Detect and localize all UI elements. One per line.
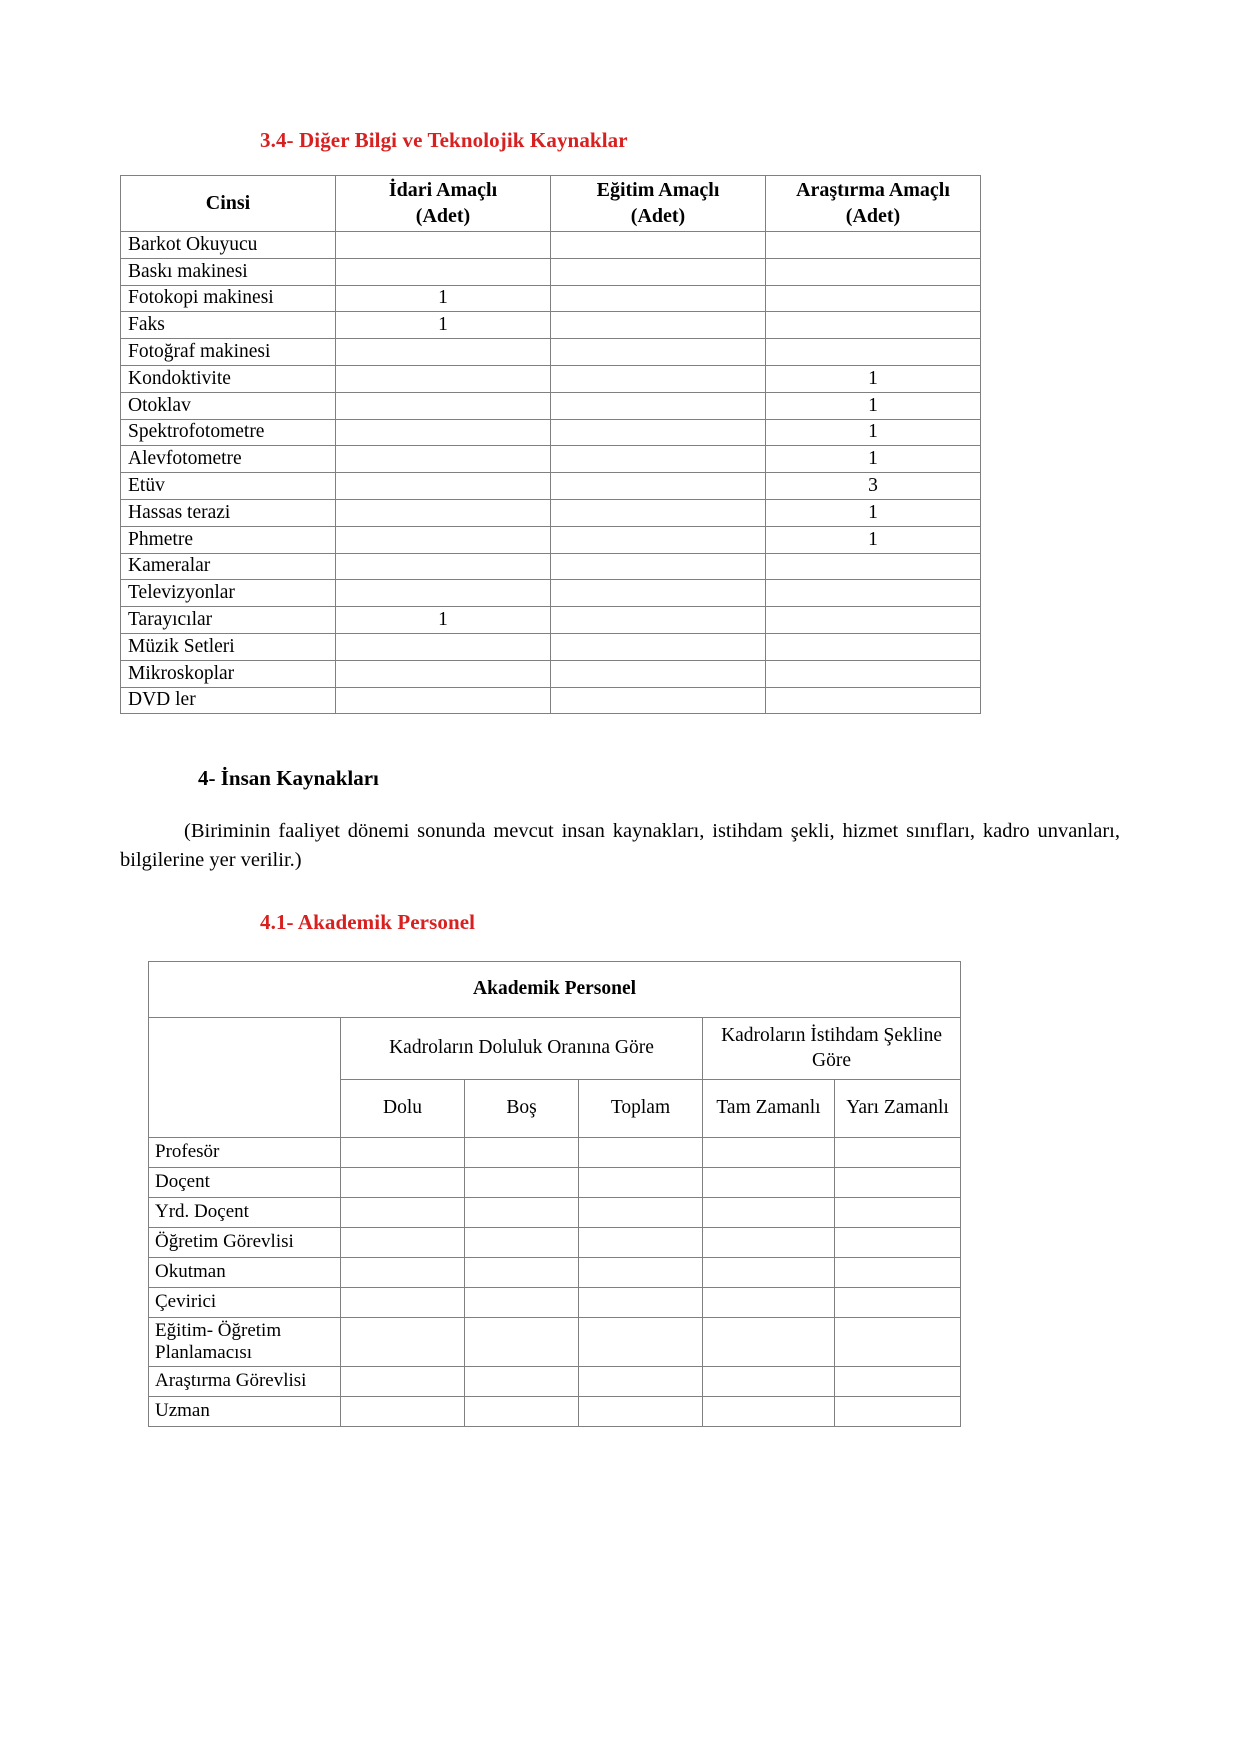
table-row [121, 392, 981, 419]
cell-egitim[interactable] [551, 285, 766, 312]
cell-bos[interactable] [465, 1287, 579, 1317]
cell-egitim[interactable] [551, 312, 766, 339]
table-row [149, 1137, 961, 1167]
cell-egitim[interactable] [551, 580, 766, 607]
table-row [121, 232, 981, 259]
cell-tam-zamanli[interactable] [703, 1227, 835, 1257]
cell-idari[interactable] [336, 232, 551, 259]
cell-arastirma[interactable] [766, 232, 981, 259]
cell-cinsi: Etüv [121, 473, 336, 500]
section-heading-4-1: 4.1- Akademik Personel [260, 909, 476, 934]
cell-idari[interactable] [336, 446, 551, 473]
table-row [149, 1287, 961, 1317]
cell-cinsi: Kondoktivite [121, 365, 336, 392]
cell-arastirma[interactable] [766, 607, 981, 634]
cell-cinsi: Mikroskoplar [121, 660, 336, 687]
column-header-toplam: Toplam [579, 1079, 703, 1137]
table-row [121, 419, 981, 446]
cell-toplam[interactable] [579, 1137, 703, 1167]
cell-idari[interactable] [336, 419, 551, 446]
cell-arastirma[interactable]: 1 [766, 365, 981, 392]
column-header-yari-zamanli: Yarı Zamanlı [835, 1079, 961, 1137]
cell-toplam[interactable] [579, 1257, 703, 1287]
cell-cinsi: Fotokopi makinesi [121, 285, 336, 312]
cell-idari[interactable] [336, 526, 551, 553]
table-row [121, 339, 981, 366]
cell-yari-zamanli[interactable] [835, 1366, 961, 1396]
cell-idari[interactable] [336, 499, 551, 526]
cell-bos[interactable] [465, 1317, 579, 1366]
cell-yari-zamanli[interactable] [835, 1227, 961, 1257]
cell-yari-zamanli[interactable] [835, 1137, 961, 1167]
group-header-row [149, 1017, 961, 1079]
cell-tam-zamanli[interactable] [703, 1366, 835, 1396]
akademik-personel-table-body [149, 1137, 961, 1426]
cell-arastirma[interactable] [766, 339, 981, 366]
column-header-egitim-line1: Eğitim Amaçlı [596, 178, 720, 201]
table-row [121, 607, 981, 634]
cell-arastirma[interactable] [766, 580, 981, 607]
column-header-tam-zamanli: Tam Zamanlı [703, 1079, 835, 1137]
cell-idari[interactable] [336, 258, 551, 285]
akademik-personel-table-wrapper [148, 961, 1120, 1427]
cell-idari[interactable] [336, 392, 551, 419]
cell-toplam[interactable] [579, 1197, 703, 1227]
cell-arastirma[interactable]: 1 [766, 419, 981, 446]
cell-arastirma[interactable]: 1 [766, 392, 981, 419]
cell-idari[interactable] [336, 633, 551, 660]
cell-unvan: Çevirici [149, 1287, 341, 1317]
column-header-idari-line1: İdari Amaçlı [388, 178, 498, 201]
cell-cinsi: Fotoğraf makinesi [121, 339, 336, 366]
table-row [149, 1197, 961, 1227]
cell-yari-zamanli[interactable] [835, 1287, 961, 1317]
cell-cinsi: Baskı makinesi [121, 258, 336, 285]
cell-egitim[interactable] [551, 392, 766, 419]
cell-arastirma[interactable] [766, 285, 981, 312]
cell-egitim[interactable] [551, 607, 766, 634]
cell-idari[interactable]: 1 [336, 312, 551, 339]
table-row [121, 446, 981, 473]
cell-arastirma[interactable] [766, 633, 981, 660]
cell-toplam[interactable] [579, 1287, 703, 1317]
cell-tam-zamanli[interactable] [703, 1197, 835, 1227]
cell-idari[interactable] [336, 339, 551, 366]
cell-unvan: Profesör [149, 1137, 341, 1167]
cell-unvan: Araştırma Görevlisi [149, 1366, 341, 1396]
cell-egitim[interactable] [551, 660, 766, 687]
cell-egitim[interactable] [551, 633, 766, 660]
table-row [121, 473, 981, 500]
cell-idari[interactable] [336, 553, 551, 580]
table-row [149, 1366, 961, 1396]
table-title-row [149, 961, 961, 1017]
table-row [149, 1227, 961, 1257]
column-header-cinsi-line1: Cinsi [205, 191, 251, 214]
cell-idari[interactable] [336, 473, 551, 500]
cell-bos[interactable] [465, 1257, 579, 1287]
cell-arastirma[interactable]: 1 [766, 499, 981, 526]
column-header-arastirma-line1: Araştırma Amaçlı [796, 178, 950, 201]
table-row [149, 1317, 961, 1366]
cell-unvan: Yrd. Doçent [149, 1197, 341, 1227]
column-header-bos: Boş [465, 1079, 579, 1137]
corner-cell [149, 1017, 341, 1137]
cell-cinsi: Televizyonlar [121, 580, 336, 607]
table-row [121, 633, 981, 660]
table-row [121, 258, 981, 285]
cell-tam-zamanli[interactable] [703, 1396, 835, 1426]
cell-egitim[interactable] [551, 499, 766, 526]
cell-arastirma[interactable] [766, 687, 981, 714]
cell-idari[interactable] [336, 687, 551, 714]
insan-kaynaklari-paragraph: (Biriminin faaliyet dönemi sonunda mevcut insan kaynakları, istihdam şekli, hizmet sınıfları, kadro unvanları, bilgilerine yer verilir.) [120, 820, 1120, 872]
cell-unvan: Eğitim- Öğretim Planlamacısı [149, 1317, 341, 1366]
cell-bos[interactable] [465, 1137, 579, 1167]
cell-arastirma[interactable]: 1 [766, 446, 981, 473]
cell-arastirma[interactable]: 1 [766, 526, 981, 553]
column-header-dolu: Dolu [341, 1079, 465, 1137]
cell-yari-zamanli[interactable] [835, 1257, 961, 1287]
column-header-arastirma-line2: (Adet) [845, 204, 901, 227]
cell-yari-zamanli[interactable] [835, 1396, 961, 1426]
table-row [121, 660, 981, 687]
cell-tam-zamanli[interactable] [703, 1257, 835, 1287]
cell-cinsi: DVD ler [121, 687, 336, 714]
cell-cinsi: Tarayıcılar [121, 607, 336, 634]
cell-dolu[interactable] [341, 1317, 465, 1366]
cell-bos[interactable] [465, 1167, 579, 1197]
group-header-doluluk: Kadroların Doluluk Oranına Göre [341, 1017, 703, 1079]
cell-arastirma[interactable] [766, 258, 981, 285]
table-row [149, 1396, 961, 1426]
cell-cinsi: Alevfotometre [121, 446, 336, 473]
cell-idari[interactable] [336, 580, 551, 607]
cell-tam-zamanli[interactable] [703, 1167, 835, 1197]
cell-bos[interactable] [465, 1366, 579, 1396]
table-row [121, 687, 981, 714]
column-header-idari [336, 176, 551, 232]
cell-toplam[interactable] [579, 1396, 703, 1426]
cell-yari-zamanli[interactable] [835, 1167, 961, 1197]
cell-egitim[interactable] [551, 473, 766, 500]
cell-bos[interactable] [465, 1227, 579, 1257]
cell-idari[interactable] [336, 660, 551, 687]
column-header-egitim-line2: (Adet) [630, 204, 686, 227]
table-title: Akademik Personel [149, 961, 961, 1017]
cell-cinsi: Otoklav [121, 392, 336, 419]
column-header-cinsi [121, 176, 336, 232]
cell-unvan: Uzman [149, 1396, 341, 1426]
cell-cinsi: Hassas terazi [121, 499, 336, 526]
column-header-idari-line2: (Adet) [415, 204, 471, 227]
cell-unvan: Doçent [149, 1167, 341, 1197]
table-body [121, 232, 981, 714]
cell-egitim[interactable] [551, 526, 766, 553]
cell-toplam[interactable] [579, 1227, 703, 1257]
cell-dolu[interactable] [341, 1366, 465, 1396]
cell-cinsi: Faks [121, 312, 336, 339]
cell-bos[interactable] [465, 1197, 579, 1227]
cell-egitim[interactable] [551, 232, 766, 259]
table-row [121, 312, 981, 339]
cell-cinsi: Phmetre [121, 526, 336, 553]
cell-dolu[interactable] [341, 1396, 465, 1426]
table-row [149, 1167, 961, 1197]
table-row [121, 580, 981, 607]
cell-dolu[interactable] [341, 1287, 465, 1317]
cell-idari[interactable] [336, 365, 551, 392]
cell-toplam[interactable] [579, 1317, 703, 1366]
cell-dolu[interactable] [341, 1257, 465, 1287]
cell-cinsi: Kameralar [121, 553, 336, 580]
cell-tam-zamanli[interactable] [703, 1317, 835, 1366]
cell-arastirma[interactable] [766, 312, 981, 339]
cell-tam-zamanli[interactable] [703, 1287, 835, 1317]
table-row [121, 285, 981, 312]
cell-dolu[interactable] [341, 1197, 465, 1227]
cell-idari[interactable]: 1 [336, 607, 551, 634]
column-header-arastirma [766, 176, 981, 232]
cell-egitim[interactable] [551, 687, 766, 714]
group-header-istihdam: Kadroların İstihdam Şekline Göre [703, 1017, 961, 1079]
cell-bos[interactable] [465, 1396, 579, 1426]
teknolojik-kaynaklar-table [120, 175, 981, 714]
cell-unvan: Öğretim Görevlisi [149, 1227, 341, 1257]
table-row [121, 553, 981, 580]
cell-yari-zamanli[interactable] [835, 1317, 961, 1366]
cell-dolu[interactable] [341, 1227, 465, 1257]
table-header [121, 176, 981, 232]
cell-tam-zamanli[interactable] [703, 1137, 835, 1167]
table-row [121, 365, 981, 392]
cell-idari[interactable]: 1 [336, 285, 551, 312]
cell-dolu[interactable] [341, 1167, 465, 1197]
table-row [121, 526, 981, 553]
cell-unvan: Okutman [149, 1257, 341, 1287]
cell-egitim[interactable] [551, 258, 766, 285]
cell-toplam[interactable] [579, 1167, 703, 1197]
cell-arastirma[interactable]: 3 [766, 473, 981, 500]
cell-egitim[interactable] [551, 365, 766, 392]
cell-egitim[interactable] [551, 419, 766, 446]
cell-toplam[interactable] [579, 1366, 703, 1396]
column-header-egitim [551, 176, 766, 232]
cell-cinsi: Barkot Okuyucu [121, 232, 336, 259]
cell-egitim[interactable] [551, 339, 766, 366]
table-row [121, 499, 981, 526]
cell-dolu[interactable] [341, 1137, 465, 1167]
cell-egitim[interactable] [551, 553, 766, 580]
table-header-row [121, 176, 981, 232]
akademik-personel-table [148, 961, 961, 1427]
cell-yari-zamanli[interactable] [835, 1197, 961, 1227]
cell-egitim[interactable] [551, 446, 766, 473]
table-row [149, 1257, 961, 1287]
cell-arastirma[interactable] [766, 553, 981, 580]
section-heading-3-4: 3.4- Diğer Bilgi ve Teknolojik Kaynaklar [260, 128, 628, 152]
cell-arastirma[interactable] [766, 660, 981, 687]
section-heading-4: 4- İnsan Kaynakları [198, 766, 379, 791]
cell-cinsi: Müzik Setleri [121, 633, 336, 660]
cell-cinsi: Spektrofotometre [121, 419, 336, 446]
